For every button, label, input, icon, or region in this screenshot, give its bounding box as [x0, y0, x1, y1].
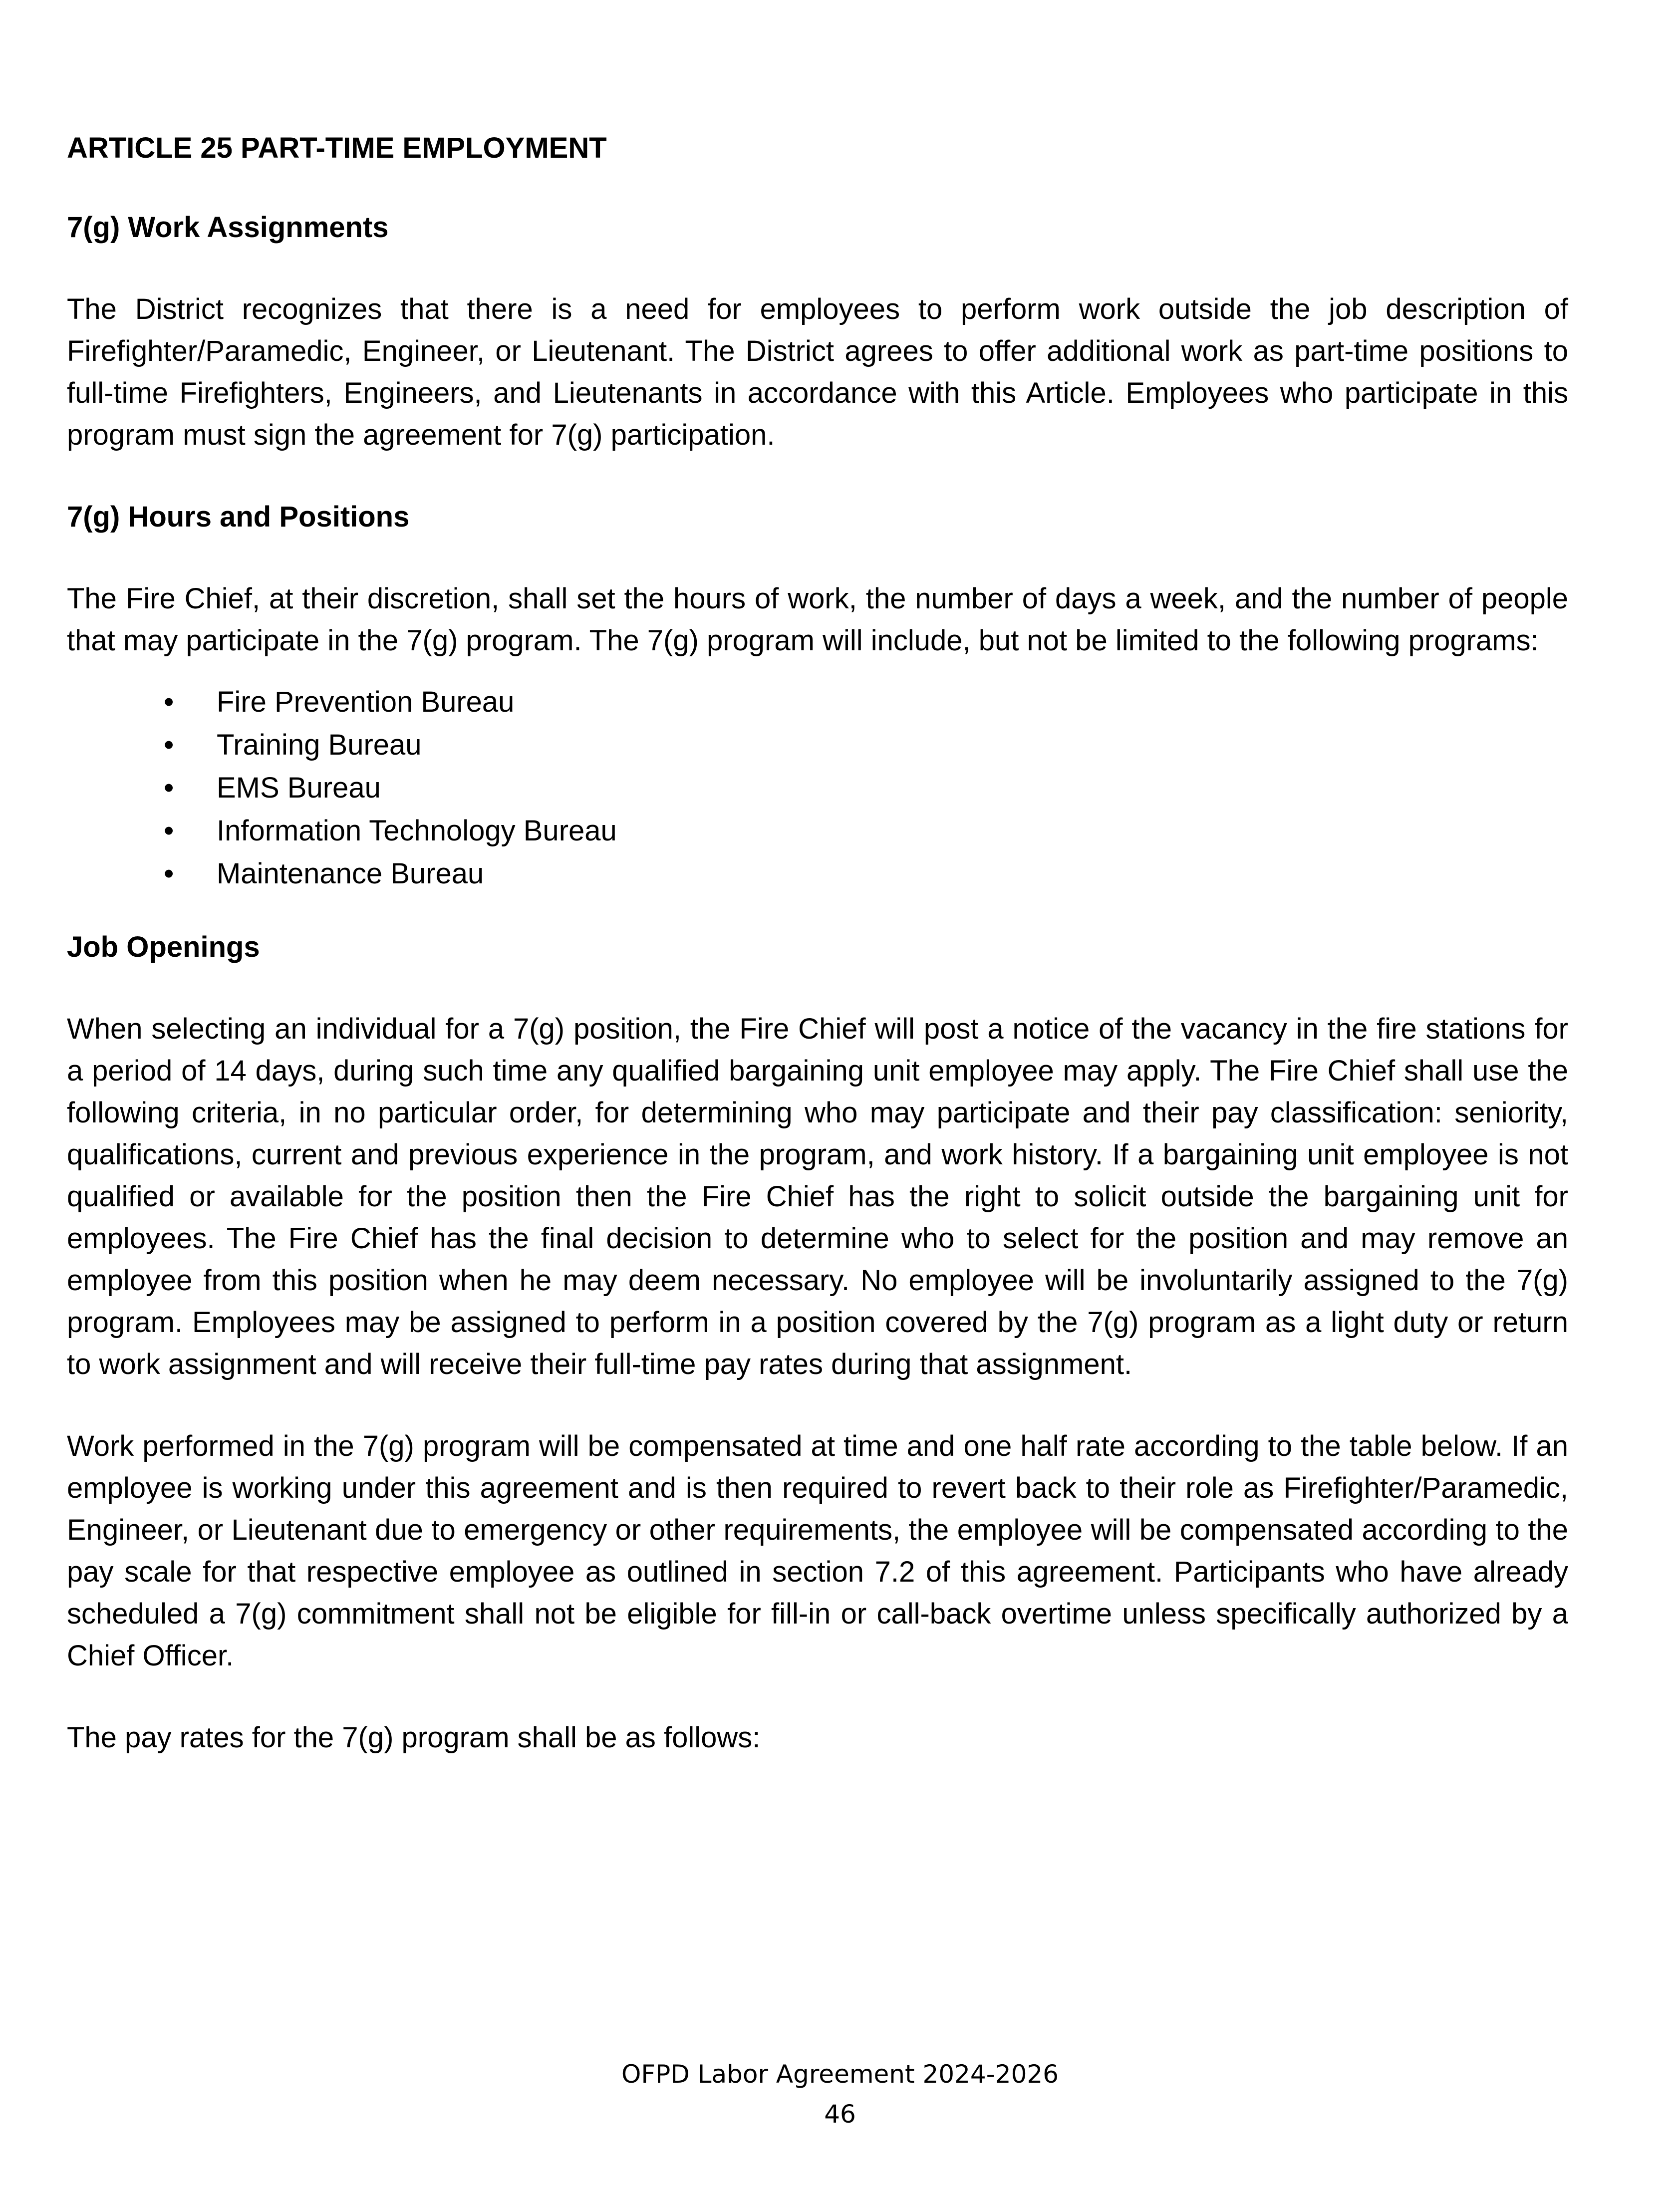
bullet-icon: •	[164, 815, 174, 847]
paragraph-job-openings-selection: When selecting an individual for a 7(g) position, the Fire Chief will post a notice of the vacancy in the fire stations for a period of 14 days, during such time any qualified bargaining unit employee may apply. The Fire Chief shall use the following criteria, in no particular order, for determining who may participate and their pay classification: seniority, qualifications, current and previous experience in the program, and work history. If a bargaining unit employee is not qualified or available for the position then the Fire Chief has the right to solicit outside the bargaining unit for employees. The Fire Chief has the final decision to determine who to select for the position and may remove an employee from this position when he may deem necessary. No employee will be involuntarily assigned to the 7(g) program. Employees may be assigned to perform in a position covered by the 7(g) program as a light duty or return to work assignment and will receive their full-time pay rates during that assignment.	[67, 1013, 1568, 1380]
list-item-label: Training Bureau	[217, 729, 422, 761]
document-body	[67, 127, 1568, 1759]
list-item-label: Fire Prevention Bureau	[217, 686, 515, 718]
page-number: 46	[824, 2100, 856, 2129]
bullet-icon: •	[164, 772, 174, 804]
bullet-icon: •	[164, 729, 174, 761]
list-item	[67, 681, 1568, 724]
bullet-icon: •	[164, 686, 174, 718]
list-item-label: Information Technology Bureau	[217, 815, 617, 847]
paragraph-hours-positions: The Fire Chief, at their discretion, shall set the hours of work, the number of days a week, and the number of people that may participate in the 7(g) program. The 7(g) program will include, but not be limited to the following programs:	[67, 582, 1568, 657]
article-title: ARTICLE 25 PART-TIME EMPLOYMENT	[67, 132, 607, 164]
section-heading-hours-positions: 7(g) Hours and Positions	[67, 501, 410, 533]
paragraph-pay-rates-intro: The pay rates for the 7(g) program shall be as follows:	[67, 1721, 761, 1754]
list-item	[67, 852, 1568, 895]
program-bullet-list	[67, 681, 1568, 895]
section-heading-work-assignments: 7(g) Work Assignments	[67, 211, 389, 244]
list-item	[67, 810, 1568, 852]
footer-title: OFPD Labor Agreement 2024-2026	[621, 2060, 1059, 2089]
section-heading-job-openings: Job Openings	[67, 931, 260, 963]
list-item-label: EMS Bureau	[217, 772, 381, 804]
paragraph-work-assignments: The District recognizes that there is a need for employees to perform work outside the job description of Firefighter/Paramedic, Engineer, or Lieutenant. The District agrees to offer additional work as part-time positions to full-time Firefighters, Engineers, and Lieutenants in accordance with this Article. Employees who participate in this program must sign the agreement for 7(g) participation.	[67, 293, 1568, 451]
list-item	[67, 767, 1568, 810]
list-item-label: Maintenance Bureau	[217, 857, 484, 890]
list-item	[67, 724, 1568, 767]
bullet-icon: •	[164, 857, 174, 890]
paragraph-job-openings-compensation: Work performed in the 7(g) program will be compensated at time and one half rate according to the table below. If an employee is working under this agreement and is then required to revert back to their role as Firefighter/Paramedic, Engineer, or Lieutenant due to emergency or other requirements, the employee will be compensated according to the pay scale for that respective employee as outlined in section 7.2 of this agreement. Participants who have already scheduled a 7(g) commitment shall not be eligible for fill-in or call-back overtime unless specifically authorized by a Chief Officer.	[67, 1430, 1568, 1672]
